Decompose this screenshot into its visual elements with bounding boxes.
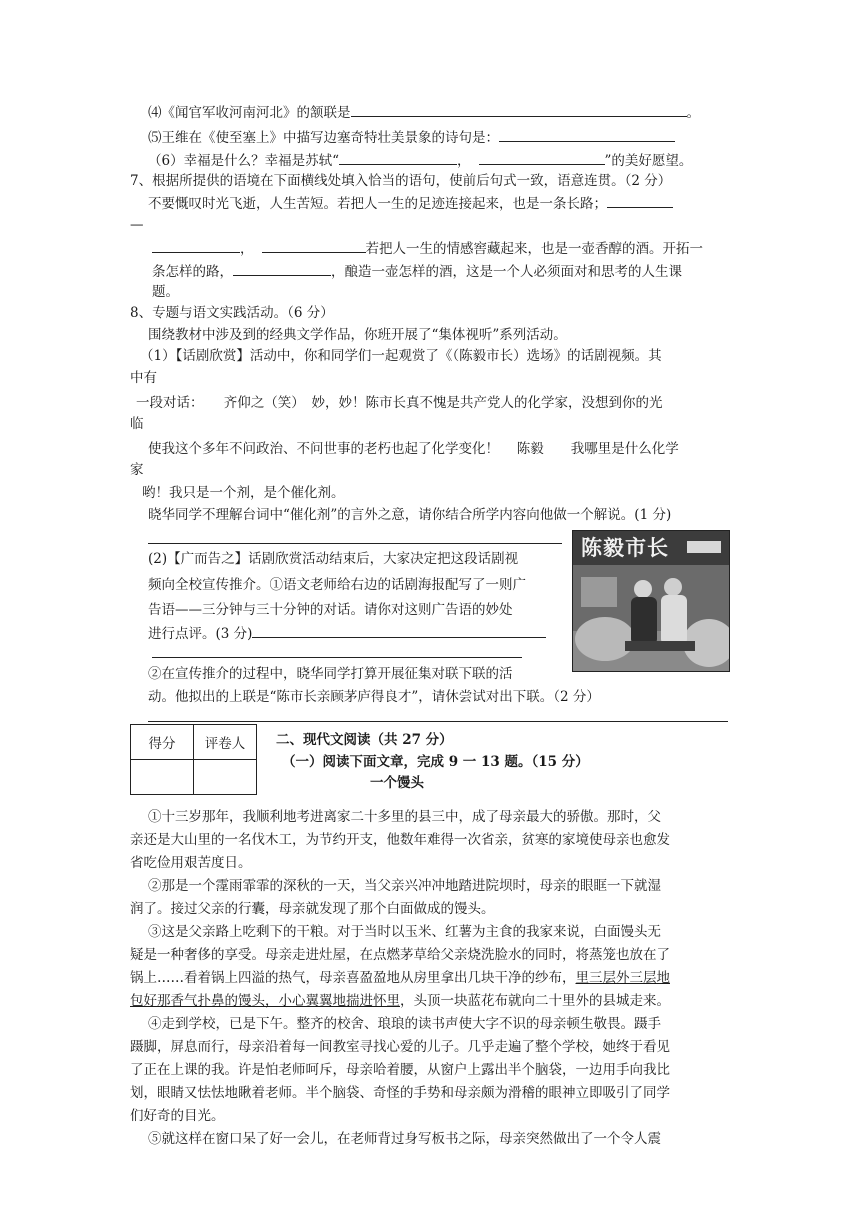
q8-p1-line6: 家 xyxy=(130,462,144,478)
answer-blank[interactable] xyxy=(252,623,546,638)
article-p4-l2: 蹑脚，屏息而行，母亲沿着每一间教室寻找心爱的儿子。几乎走遍了整个学校，她终于看见 xyxy=(130,1039,670,1055)
q6-item6: （6）幸福是什么？幸福是苏轼“ ， ”的美好愿望。 xyxy=(148,150,692,171)
article-p4-l3: 了正在上课的我。许是怕老师呵斥，母亲哈着腰，从窗户上露出半个脑袋，一边用手向我比 xyxy=(130,1062,670,1078)
q8-title: 8、专题与语文实践活动。（6 分） xyxy=(130,305,334,321)
grader-cell[interactable] xyxy=(194,760,257,795)
article-p1-l3: 省吃俭用艰苦度日。 xyxy=(130,855,252,871)
answer-blank[interactable] xyxy=(499,127,675,142)
q8-p2-line5: ②在宣传推介的过程中，晓华同学打算开展征集对联下联的活 xyxy=(148,666,513,682)
article-p4-l1: ④走到学校，已是下午。整齐的校舍、琅琅的读书声使大字不识的母亲顿生敬畏。蹑手 xyxy=(148,1016,661,1032)
q7-line2: ， 若把人一生的情感窖藏起来，也是一壶香醇的酒。开拓一 xyxy=(152,238,703,259)
q8-p2-line3: 告语——三分钟与三十分钟的对话。请你对这则广告语的妙处 xyxy=(148,602,513,618)
underlined-sentence: 包好那香气扑鼻的馒头，小心翼翼地揣进怀里 xyxy=(130,993,400,1009)
q8-p1-line7: 哟！我只是一个剂，是个催化剂。 xyxy=(142,485,345,501)
answer-blank[interactable] xyxy=(351,102,687,117)
answer-blank[interactable] xyxy=(339,150,457,165)
poster-photo xyxy=(573,531,729,671)
article-p3-l2: 疑是一种奢侈的享受。母亲走进灶屋，在点燃茅草给父亲烧洗脸水的同时，将蒸笼也放在了 xyxy=(130,947,670,963)
article-p2-l1: ②那是一个霪雨霏霏的深秋的一天，当父亲兴冲冲地踏进院坝时，母亲的眼眶一下就湿 xyxy=(148,878,661,894)
q7-line1: 不要慨叹时光飞逝，人生苦短。若把人一生的足迹连接起来，也是一条长路； xyxy=(148,193,673,214)
article-p2-l2: 润了。接过父亲的行囊，母亲就发现了那个白面做成的馒头。 xyxy=(130,901,495,917)
answer-line[interactable] xyxy=(148,543,562,544)
q8-p1-line2: 中有 xyxy=(130,370,157,386)
q8-p1-line8: 晓华同学不理解台词中“催化剂”的言外之意，请你结合所学内容向他做一个解说。(1 分) xyxy=(148,507,672,523)
q8-p2-line4: 进行点评。(3 分) xyxy=(148,623,546,644)
article-p1-l2: 亲还是大山里的一名伐木工，为节约开支，他数年难得一次省亲，贫寒的家境使母亲也愈发 xyxy=(130,832,670,848)
q8-p2-line2: 频向全校宣传推介。①语文老师给右边的话剧海报配写了一则广 xyxy=(148,577,526,593)
q7-line4: 题。 xyxy=(152,284,179,300)
q8-p2-line6: 动。他拟出的上联是“陈市长亲顾茅庐得良才”，请休尝试对出下联。（2 分） xyxy=(148,689,600,705)
q8-p1-line3: 一段对话： 齐仰之（笑） 妙，妙！陈市长真不愧是共产党人的化学家，没想到你的光 xyxy=(136,395,663,411)
article-p3-l1: ③这是父亲路上吃剩下的干粮。对于当时以玉米、红薯为主食的我家来说，白面馒头无 xyxy=(148,924,661,940)
article-p4-l5: 们好奇的目光。 xyxy=(130,1108,225,1124)
q8-p1-line1: （1）【话剧欣赏】活动中，你和同学们一起观赏了《（陈毅市长）选场》的话剧视频。其 xyxy=(140,348,662,364)
article-p5-l1: ⑤就这样在窗口呆了好一会儿，在老师背过身写板书之际，母亲突然做出了一个令人震 xyxy=(148,1131,661,1147)
article-p4-l4: 划，眼睛又怯怯地瞅着老师。半个脑袋、奇怪的手势和母亲颇为滑稽的眼神立即吸引了同学 xyxy=(130,1085,670,1101)
poster-title: 陈毅市长 xyxy=(573,531,730,565)
article-title: 一个馒头 xyxy=(370,775,424,791)
q7-dash: — xyxy=(130,217,144,233)
score-header: 得分 xyxy=(131,725,194,760)
q6-item4: ⑷《闻官军收河南河北》的颔联是 。 xyxy=(148,102,700,123)
underlined-sentence: 里三层外三层地 xyxy=(575,970,670,986)
answer-blank[interactable] xyxy=(607,193,673,208)
q8-intro: 围绕教材中涉及到的经典文学作品，你班开展了“集体视听”系列活动。 xyxy=(148,327,567,343)
article-p3-l4: 包好那香气扑鼻的馒头，小心翼翼地揣进怀里，头顶一块蓝花布就向二十里外的县城走来。 xyxy=(130,993,670,1009)
answer-blank[interactable] xyxy=(262,238,366,253)
grader-header: 评卷人 xyxy=(194,725,257,760)
play-poster-image xyxy=(572,530,730,672)
article-p1-l1: ①十三岁那年，我顺利地考进离家二十多里的县三中，成了母亲最大的骄傲。那时，父 xyxy=(148,809,661,825)
q7-line3: 条怎样的路， ，酿造一壶怎样的酒，这是一个人必须面对和思考的人生课 xyxy=(152,261,682,282)
score-cell[interactable] xyxy=(131,760,194,795)
q8-p2-line1: (2)【广而告之】话剧欣赏活动结束后，大家决定把这段话剧视 xyxy=(148,551,519,567)
answer-line[interactable] xyxy=(148,721,728,722)
q6-item5: ⑸王维在《使至塞上》中描写边塞奇特壮美景象的诗句是： xyxy=(148,127,675,148)
q8-p1-line4: 临 xyxy=(130,416,144,432)
q8-p1-line5: 使我这个多年不问政治、不问世事的老朽也起了化学变化！ 陈毅 我哪里是什么化学 xyxy=(148,441,679,457)
q7-title: 7、根据所提供的语境在下面横线处填入恰当的语句，使前后句式一致，语意连贯。（2 分） xyxy=(130,173,672,189)
answer-blank[interactable] xyxy=(233,261,331,276)
section-subtitle: （一）阅读下面文章，完成 9 一 13 题。（15 分） xyxy=(282,754,589,770)
answer-blank[interactable] xyxy=(152,238,240,253)
score-table xyxy=(130,724,257,795)
section-title: 二、现代文阅读（共 27 分） xyxy=(276,732,453,748)
answer-blank[interactable] xyxy=(479,150,605,165)
answer-line[interactable] xyxy=(152,657,522,658)
article-p3-l3: 锅上……看着锅上四溢的热气，母亲喜盈盈地从房里拿出几块干净的纱布，里三层外三层地 xyxy=(130,970,670,986)
